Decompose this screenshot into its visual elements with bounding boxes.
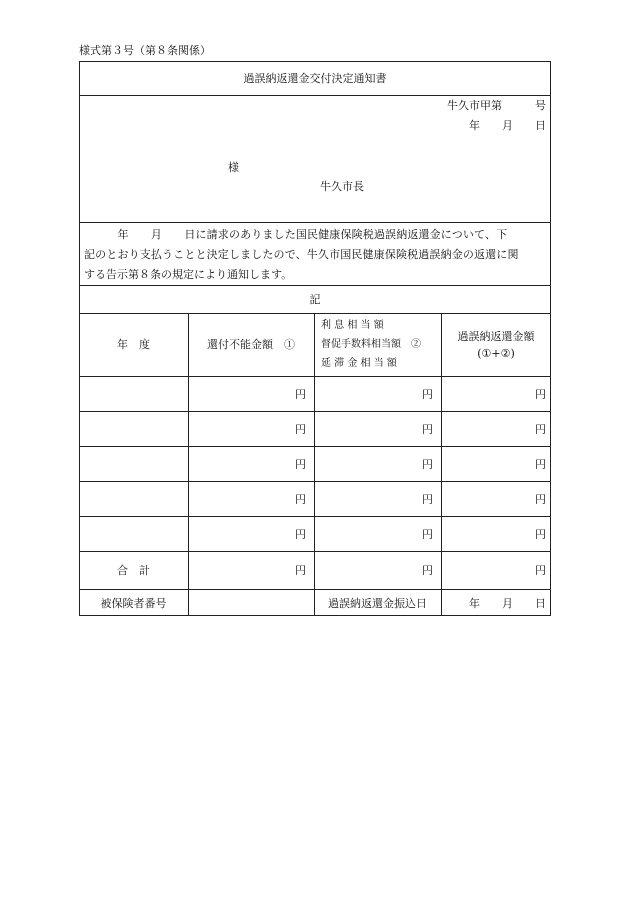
header-interest: 利 息 相 当 額 (321, 320, 384, 331)
row-amount-3: 円 (535, 528, 546, 541)
document-title: 過誤納返還金交付決定通知書 (243, 72, 387, 85)
body-line-2: 記のとおり支払うことと決定しましたので、牛久市国民健康保険税過誤納金の返還に関 (84, 248, 519, 261)
transfer-date-value: 年 月 日 (469, 597, 546, 610)
row-amount-1: 円 (295, 458, 306, 471)
sender-name: 牛久市長 (320, 180, 364, 193)
body-line-1: 年 月 日に請求のありました国民健康保険税過誤納返還金について、下 (84, 228, 508, 241)
row-amount-2: 円 (422, 458, 433, 471)
insured-number-label: 被保険者番号 (100, 597, 167, 610)
row-amount-1: 円 (295, 528, 306, 541)
total-label: 合 計 (117, 564, 150, 577)
row-amount-3: 円 (535, 458, 546, 471)
row-amount-1: 円 (295, 388, 306, 401)
header-refund-total: 過誤納返還金額 (457, 330, 535, 343)
ki-heading: 記 (309, 293, 321, 306)
header-year: 年 度 (117, 338, 150, 351)
total-amount-2: 円 (422, 564, 433, 577)
row-amount-1: 円 (295, 493, 306, 506)
row-amount-2: 円 (422, 493, 433, 506)
row-amount-2: 円 (422, 528, 433, 541)
header-late-fee: 延 滞 金 相 当 額 (321, 358, 397, 369)
recipient-suffix: 様 (228, 161, 239, 174)
row-amount-3: 円 (535, 493, 546, 506)
issuer-number: 牛久市甲第 号 (447, 99, 546, 112)
form-caption: 様式第３号（第８条関係） (79, 44, 211, 57)
header-non-refundable: 還付不能金額 ① (207, 338, 295, 351)
row-amount-2: 円 (422, 423, 433, 436)
row-amount-3: 円 (535, 423, 546, 436)
issue-date: 年 月 日 (469, 119, 546, 132)
total-amount-1: 円 (295, 564, 306, 577)
row-amount-3: 円 (535, 388, 546, 401)
transfer-date-label: 過誤納返還金振込日 (328, 597, 427, 610)
body-line-3: する告示第８条の規定により通知します。 (84, 268, 293, 281)
header-refund-total-formula: (①+②) (477, 347, 515, 360)
header-dunning-fee: 督促手数料相当額 ② (321, 339, 421, 350)
row-amount-2: 円 (422, 388, 433, 401)
total-amount-3: 円 (535, 564, 546, 577)
row-amount-1: 円 (295, 423, 306, 436)
